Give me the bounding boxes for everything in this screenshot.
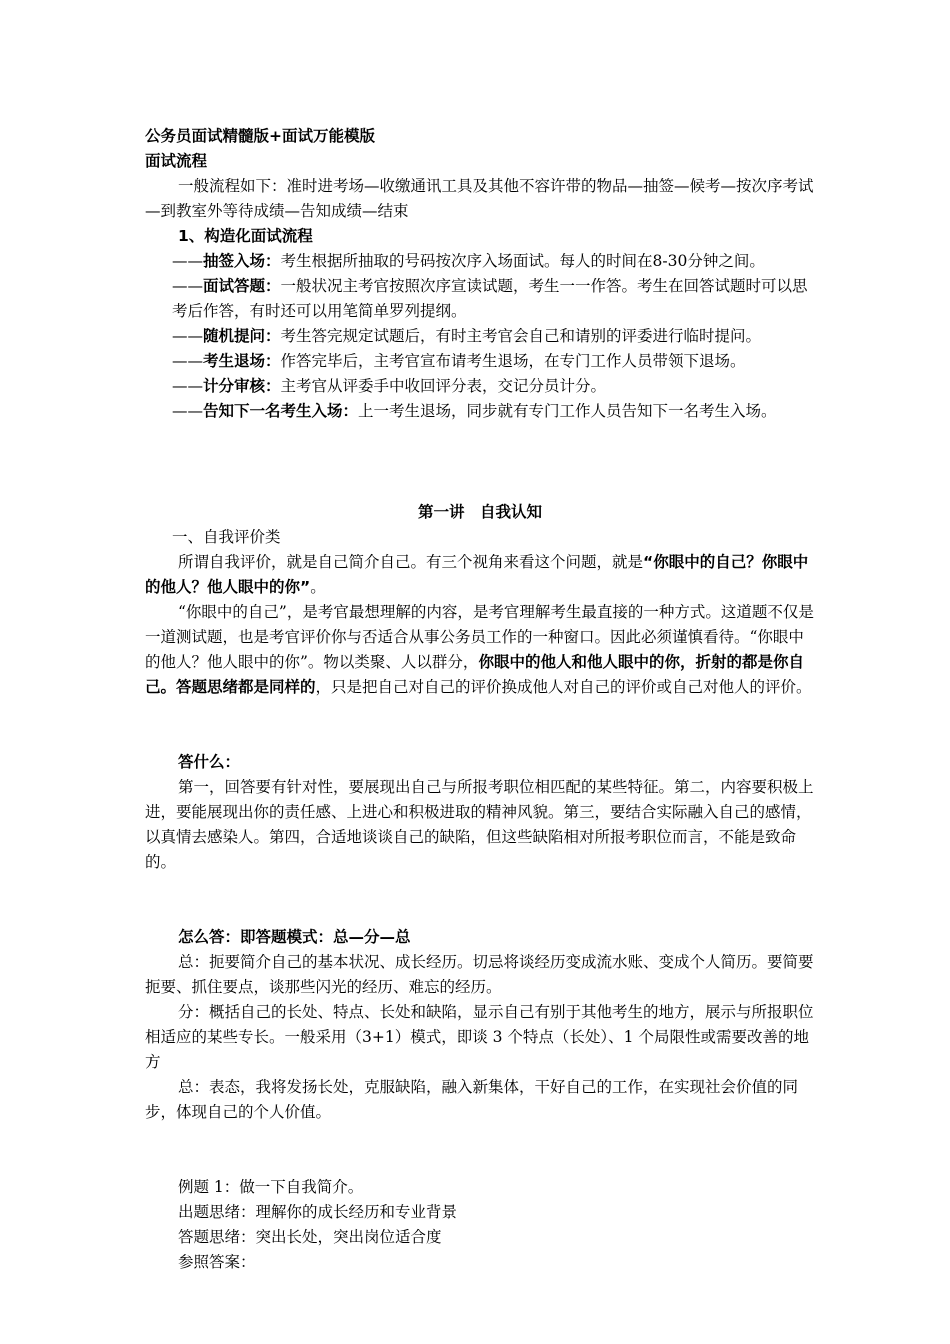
flow-step: ——抽签入场：考生根据所抽取的号码按次序入场面试。每人的时间在8-30分钟之间。 xyxy=(172,252,765,270)
subsection-heading: 1、构造化面试流程 xyxy=(178,227,313,245)
flow-step: ——面试答题：一般状况主考官按照次序宣读试题，考生一一作答。考生在回答试题时可以思考后作答，有时还可以用笔简单罗列提纲。 xyxy=(172,277,808,320)
flow-steps xyxy=(145,249,815,424)
flow-step: ——告知下一名考生入场：上一考生退场，同步就有专门工作人员告知下一名考生入场。 xyxy=(172,402,777,420)
how-to-answer-heading: 怎么答：即答题模式：总—分—总 xyxy=(178,928,411,946)
flow-step: ——计分审核：主考官从评委手中收回评分表，交记分员计分。 xyxy=(172,377,607,395)
how-to-answer-part-2: 分：概括自己的长处、特点、长处和缺陷，显示自己有别于其他考生的地方，展示与所报职位相适应的某些专长。一般采用（3+1）模式，即谈 3 个特点（长处）、1 个局限性或需要改善的地方 xyxy=(145,1003,814,1071)
document-title: 公务员面试精髓版+面试万能模版 xyxy=(145,127,375,145)
section-heading-flow: 面试流程 xyxy=(145,152,208,170)
flow-step: ——考生退场：作答完毕后，主考官宣布请考生退场，在专门工作人员带领下退场。 xyxy=(172,352,746,370)
flow-intro: 一般流程如下：准时进考场—收缴通讯工具及其他不容许带的物品—抽签—候考—按次序考试—到教室外等待成绩—告知成绩—结束 xyxy=(145,177,814,220)
example-line: 例题 1：做一下自我简介。 xyxy=(178,1178,364,1196)
how-to-answer-part-1: 总：扼要简介自己的基本状况、成长经历。切忌将谈经历变成流水账、变成个人简历。要简要扼要、抓住要点，谈那些闪光的经历、难忘的经历。 xyxy=(145,953,814,996)
what-to-answer-text: 第一，回答要有针对性，要展现出自己与所报考职位相匹配的某些特征。第二，内容要积极上进，要能展现出你的责任感、上进心和积极进取的精神风貌。第三，要结合实际融入自己的感情，以真情去感染人。第四，合适地谈谈自己的缺陷，但这些缺陷相对所报考职位而言，不能是致命的。 xyxy=(145,778,814,871)
document-body xyxy=(145,124,815,1275)
what-to-answer-heading: 答什么： xyxy=(178,753,241,771)
lecture-heading: 第一讲 自我认知 xyxy=(417,503,542,521)
example-line: 参照答案： xyxy=(178,1253,256,1271)
paragraph-views: “你眼中的自己”，是考官最想理解的内容，是考官理解考生最直接的一种方式。这道题不仅是一道测试题，也是考官评价你与否适合从事公务员工作的一种窗口。因此必须谨慎看待。“你眼中的他人？他人眼中的你”。物以类聚、人以群分，你眼中的他人和他人眼中的你，折射的都是你自己。答题思绪都是同样的，只是把自己对自己的评价换成他人对自己的评价或自己对他人的评价。 xyxy=(145,603,814,696)
paragraph-self-evaluation: 所谓自我评价，就是自己简介自己。有三个视角来看这个问题，就是“你眼中的自己？你眼中的他人？他人眼中的你”。 xyxy=(145,553,809,596)
example-line: 出题思绪：理解你的成长经历和专业背景 xyxy=(178,1203,458,1221)
flow-step: ——随机提问：考生答完规定试题后，有时主考官会自己和请别的评委进行临时提问。 xyxy=(172,327,762,345)
lecture-subheading: 一、自我评价类 xyxy=(172,528,281,546)
how-to-answer-part-3: 总：表态，我将发扬长处，克服缺陷，融入新集体，干好自己的工作，在实现社会价值的同步，体现自己的个人价值。 xyxy=(145,1078,799,1121)
example-line: 答题思绪：突出长处，突出岗位适合度 xyxy=(178,1228,442,1246)
